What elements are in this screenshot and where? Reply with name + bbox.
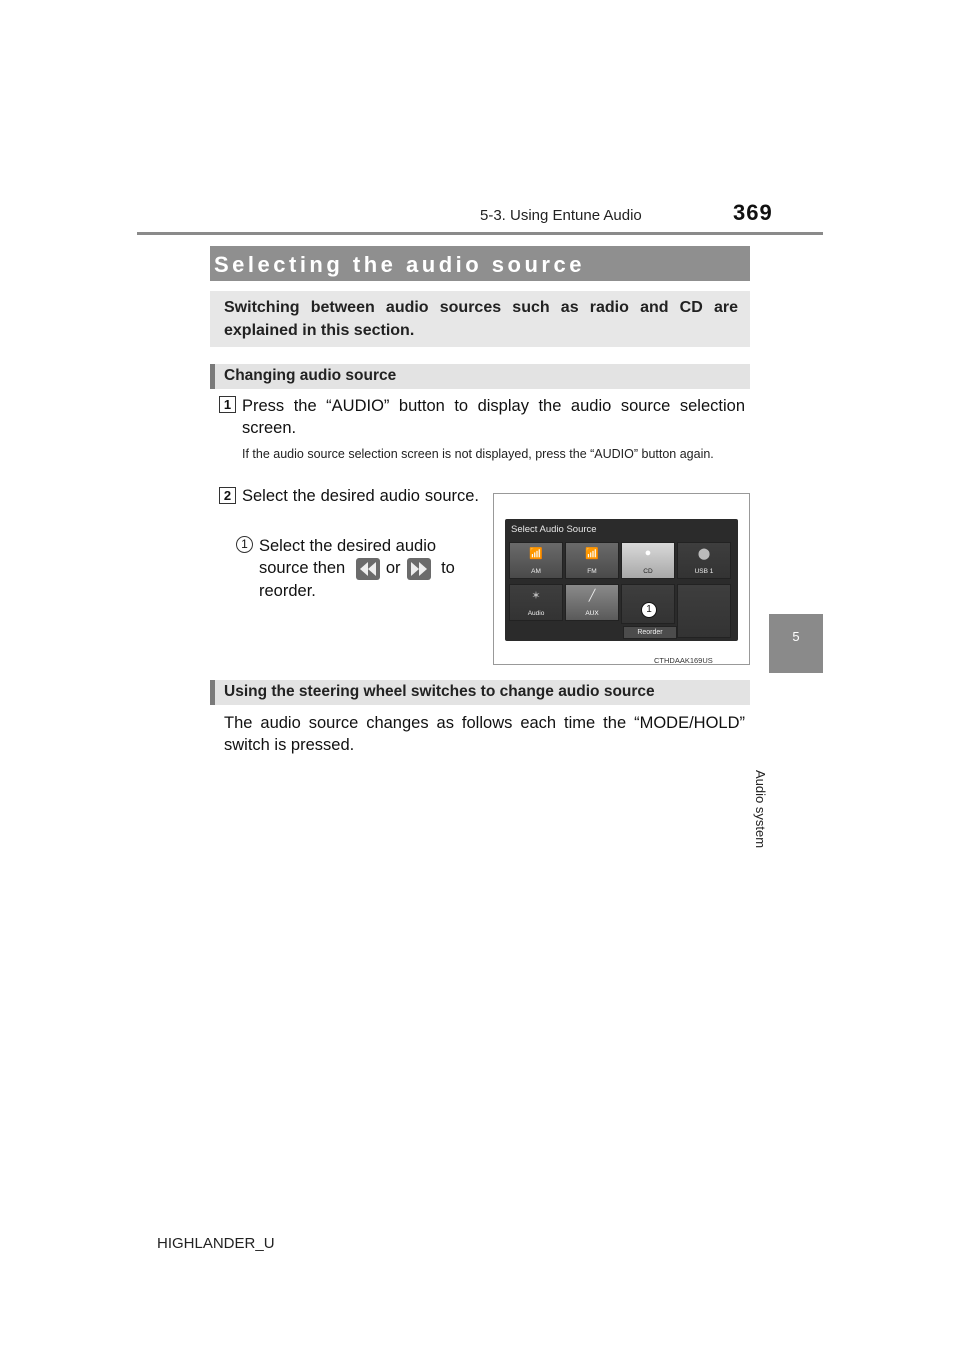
callout-number-1: 1 [236,536,253,553]
step-2-text: Select the desired audio source. [242,487,479,505]
substep-text-part2: to reorder. [259,559,455,600]
tile-aux[interactable] [565,584,619,621]
tile-bluetooth-audio[interactable] [509,584,563,621]
step-2-text-line1 [242,486,479,508]
fast-forward-icon [407,558,431,580]
tile-fm-label: FM [587,568,597,575]
rewind-icon [356,558,380,580]
disc-icon: ● [644,547,652,559]
intro-text: Switching between audio sources such as radio and CD are explained in this section. [224,299,738,339]
section-heading: 5-3. Using Entune Audio [480,207,642,224]
tile-am[interactable] [509,542,563,579]
usb-icon: ⬤ [697,548,711,560]
tile-usb[interactable] [677,542,731,579]
tile-fm[interactable] [565,542,619,579]
antenna-icon: 📶 [585,548,599,560]
tile-audio-label: Audio [527,610,545,617]
tile-cd-label: CD [643,568,653,575]
step-1-note: If the audio source selection screen is not displayed, press the “AUDIO” button again. [242,447,714,461]
bluetooth-icon: ✶ [531,590,541,602]
header-rule [137,232,823,235]
changing-header: Changing audio source [224,367,397,384]
figure-callout-1: 1 [641,602,657,618]
tile-cd[interactable] [621,542,675,579]
antenna-icon: 📶 [529,548,543,560]
screen-title: Select Audio Source [511,524,597,535]
step-1-text: Press the “AUDIO” button to display the audio source selection screen. [242,397,745,437]
chapter-number: 5 [792,629,800,644]
substep-text-part1: Select the desired audio source then [259,537,437,577]
steering-header: Using the steering wheel switches to change audio source [224,683,655,700]
tile-empty-2 [677,584,731,638]
substep-or: or [385,559,401,577]
tile-am-label: AM [531,568,541,575]
reorder-button[interactable]: Reorder [623,626,677,639]
chapter-label: Audio system [753,770,768,849]
step-number-1: 1 [219,396,236,413]
step-2-substep [259,535,479,602]
tile-aux-label: AUX [585,610,599,617]
steering-text: The audio source changes as follows each time the “MODE/HOLD” switch is pressed. [224,714,745,754]
page-number: 369 [733,200,773,225]
figure-code: CTHDAAK169US [654,656,713,665]
page-title: Selecting the audio source [214,252,585,277]
tile-usb-label: USB 1 [694,568,714,575]
aux-cable-icon: ╱ [588,590,596,602]
step-number-2: 2 [219,487,236,504]
footer-model: HIGHLANDER_U [157,1235,275,1252]
